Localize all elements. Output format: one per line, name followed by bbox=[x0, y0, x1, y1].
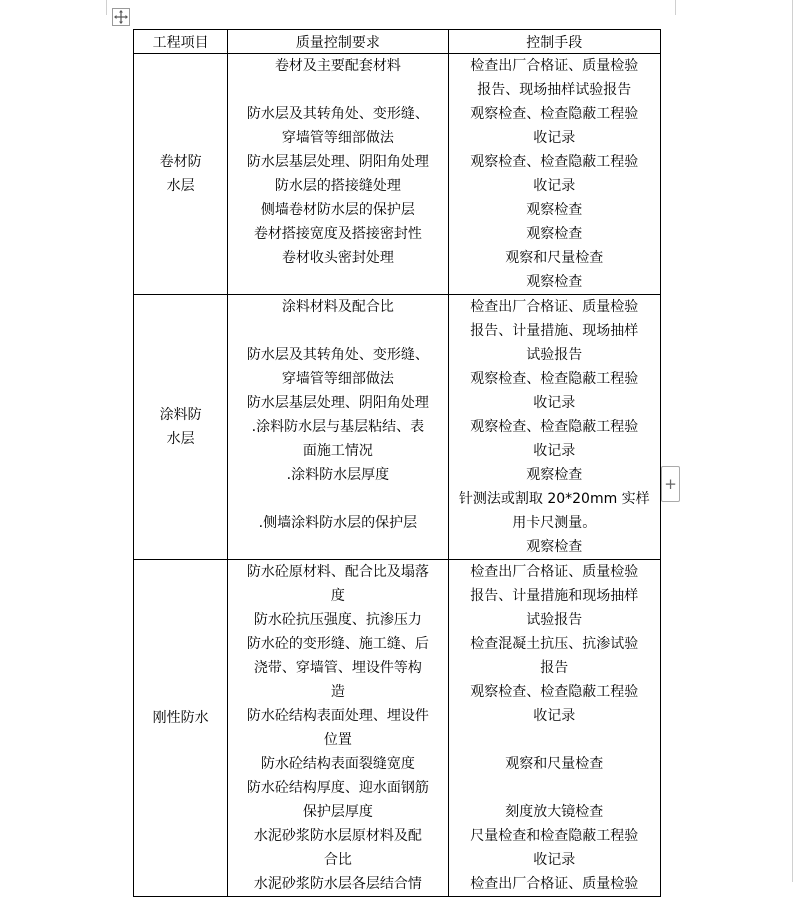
requirements-cell: 涂料材料及配合比 防水层及其转角处、变形缝、 穿墙管等细部做法 防水层基层处理、阴阳角处理 .涂料防水层与基层粘结、表 面施工情况 .涂料防水层厚度 .侧墙涂料防水层的保护层 bbox=[228, 295, 448, 560]
page-margin-right-mark bbox=[675, 0, 676, 15]
table-row bbox=[134, 54, 661, 295]
page-margin-left-mark bbox=[106, 0, 107, 15]
category-cell: 刚性防水 bbox=[134, 560, 228, 897]
requirements-cell: 防水砼原材料、配合比及塌落 度 防水砼抗压强度、抗渗压力 防水砼的变形缝、施工缝、后 浇带、穿墙管、埋设件等构 造 防水砼结构表面处理、埋设件 位置 防水砼结构表面裂缝宽度 防水砼结构厚度、迎水面钢筋 保护层厚度 水泥砂浆防水层原材料及配 合比 水泥砂浆防水层各层结合情 bbox=[228, 560, 448, 897]
add-column-button[interactable] bbox=[661, 466, 680, 502]
table-move-handle[interactable] bbox=[112, 8, 130, 26]
methods-cell: 检查出厂合格证、质量检验 报告、计量措施、现场抽样 试验报告 观察检查、检查隐蔽工程验 收记录 观察检查、检查隐蔽工程验 收记录 观察检查 针测法或割取 20*20mm 实样 用卡尺测量。 观察检查 bbox=[448, 295, 660, 560]
table-row bbox=[134, 560, 661, 897]
requirements-cell: 卷材及主要配套材料 防水层及其转角处、变形缝、 穿墙管等细部做法 防水层基层处理、阴阳角处理 防水层的搭接缝处理 侧墙卷材防水层的保护层 卷材搭接宽度及搭接密封性 卷材收头密封处理 bbox=[228, 54, 448, 295]
header-requirement: 质量控制要求 bbox=[228, 30, 448, 54]
category-cell: 卷材防 水层 bbox=[134, 54, 228, 295]
move-arrows-icon bbox=[113, 9, 129, 25]
page-edge bbox=[792, 0, 793, 882]
quality-control-table bbox=[133, 29, 661, 897]
header-method: 控制手段 bbox=[448, 30, 660, 54]
header-project: 工程项目 bbox=[134, 30, 228, 54]
plus-icon: + bbox=[664, 475, 677, 493]
category-cell: 涂料防 水层 bbox=[134, 295, 228, 560]
header-row bbox=[134, 30, 661, 54]
table-row bbox=[134, 295, 661, 560]
methods-cell: 检查出厂合格证、质量检验 报告、现场抽样试验报告 观察检查、检查隐蔽工程验 收记录 观察检查、检查隐蔽工程验 收记录 观察检查 观察检查 观察和尺量检查 观察检查 bbox=[448, 54, 660, 295]
methods-cell: 检查出厂合格证、质量检验 报告、计量措施和现场抽样 试验报告 检查混凝土抗压、抗渗试验 报告 观察检查、检查隐蔽工程验 收记录 观察和尺量检查 刻度放大镜检查 尺量检查和检查隐蔽工程验 收记录 检查出厂合格证、质量检验 bbox=[448, 560, 660, 897]
